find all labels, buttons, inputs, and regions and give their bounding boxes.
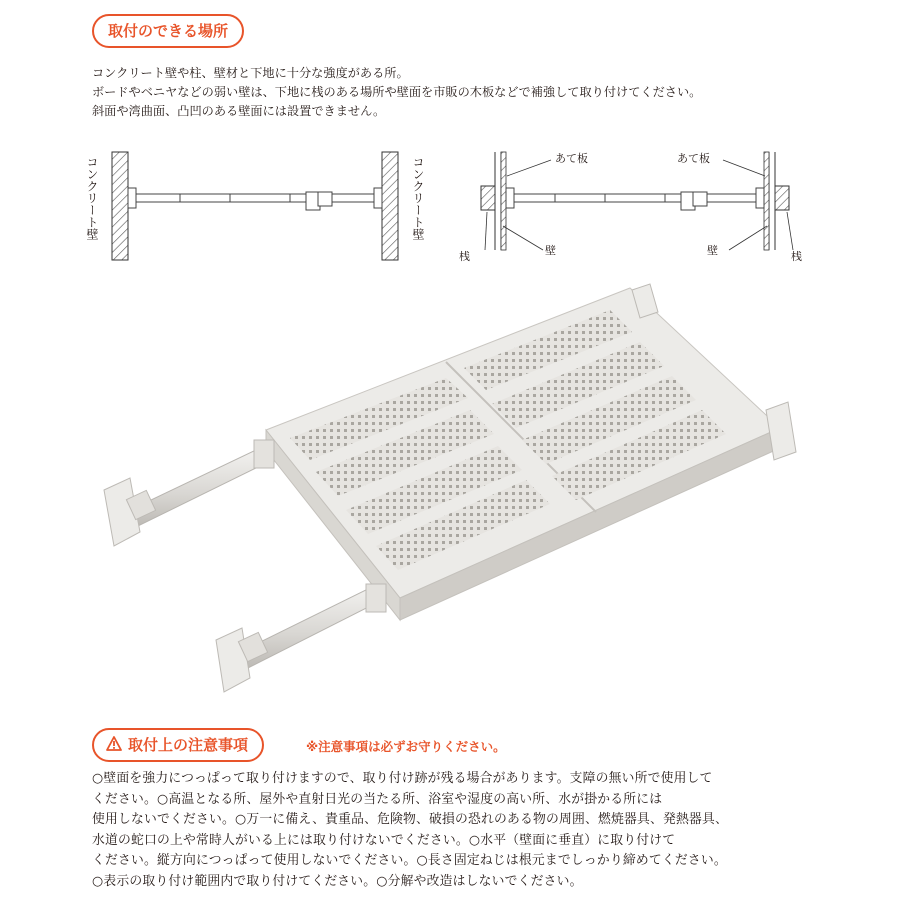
caution-description (92, 769, 812, 893)
place-line: コンクリート壁や柱、壁材と下地に十分な強度がある所。 (92, 66, 409, 80)
caution-note: ※注意事項は必ずお守りください。 (306, 739, 506, 754)
wall-label-right: コンクリート壁 (411, 156, 425, 240)
caution-line: 使用しないでください。○万一に備え、貴重品、危険物、破損の恐れのある物の周囲、燃焼器具、発熱器具、 (92, 812, 728, 828)
stud-label-right: 桟 (791, 250, 802, 263)
wall-right-shape (382, 152, 398, 260)
product-shelf-image (90, 280, 810, 710)
caution-line: ○壁面を強力につっぱって取り付けますので、取り付け跡が残る場合があります。支障の無い所で使用して (92, 771, 713, 786)
warning-icon (106, 736, 122, 751)
wall-label-left: コンクリート壁 (85, 156, 99, 240)
wall-label-right-board: 壁 (707, 244, 718, 257)
caution-line: ください。○高温となる所、屋外や直射日光の当たる所、浴室や湿度の高い所、水が掛かる所には (92, 791, 663, 807)
board-label-right: あて板 (677, 152, 710, 165)
section-title-caution (92, 728, 264, 762)
caution-line: ください。縦方向につっぱって使用しないでください。○長さ固定ねじは根元までしっかり締めてください。 (92, 853, 727, 869)
section-title-place-text: 取付のできる場所 (108, 22, 229, 40)
place-description (92, 64, 812, 121)
caution-line: 水道の蛇口の上や常時人がいる上には取り付けないでください。○水平（壁面に垂直）に取り付けて (92, 832, 676, 848)
board-label-left: あて板 (555, 152, 588, 165)
caution-line: ○表示の取り付け範囲内で取り付けてください。○分解や改造はしないでください。 (92, 873, 583, 889)
section-title-place (92, 14, 244, 48)
section-title-caution-text: 取付上の注意事項 (128, 736, 249, 754)
place-line: 斜面や湾曲面、凸凹のある壁面には設置できません。 (92, 104, 386, 118)
wall-left-shape (112, 152, 128, 260)
diagram-concrete-wall (80, 140, 440, 270)
place-line: ボードやベニヤなどの弱い壁は、下地に桟のある場所や壁面を市販の木板などで補強して取り付けてください。 (92, 85, 702, 99)
diagram-board-wall (455, 140, 815, 270)
stud-label-left: 桟 (459, 250, 470, 263)
wall-label-left-board: 壁 (545, 244, 556, 257)
